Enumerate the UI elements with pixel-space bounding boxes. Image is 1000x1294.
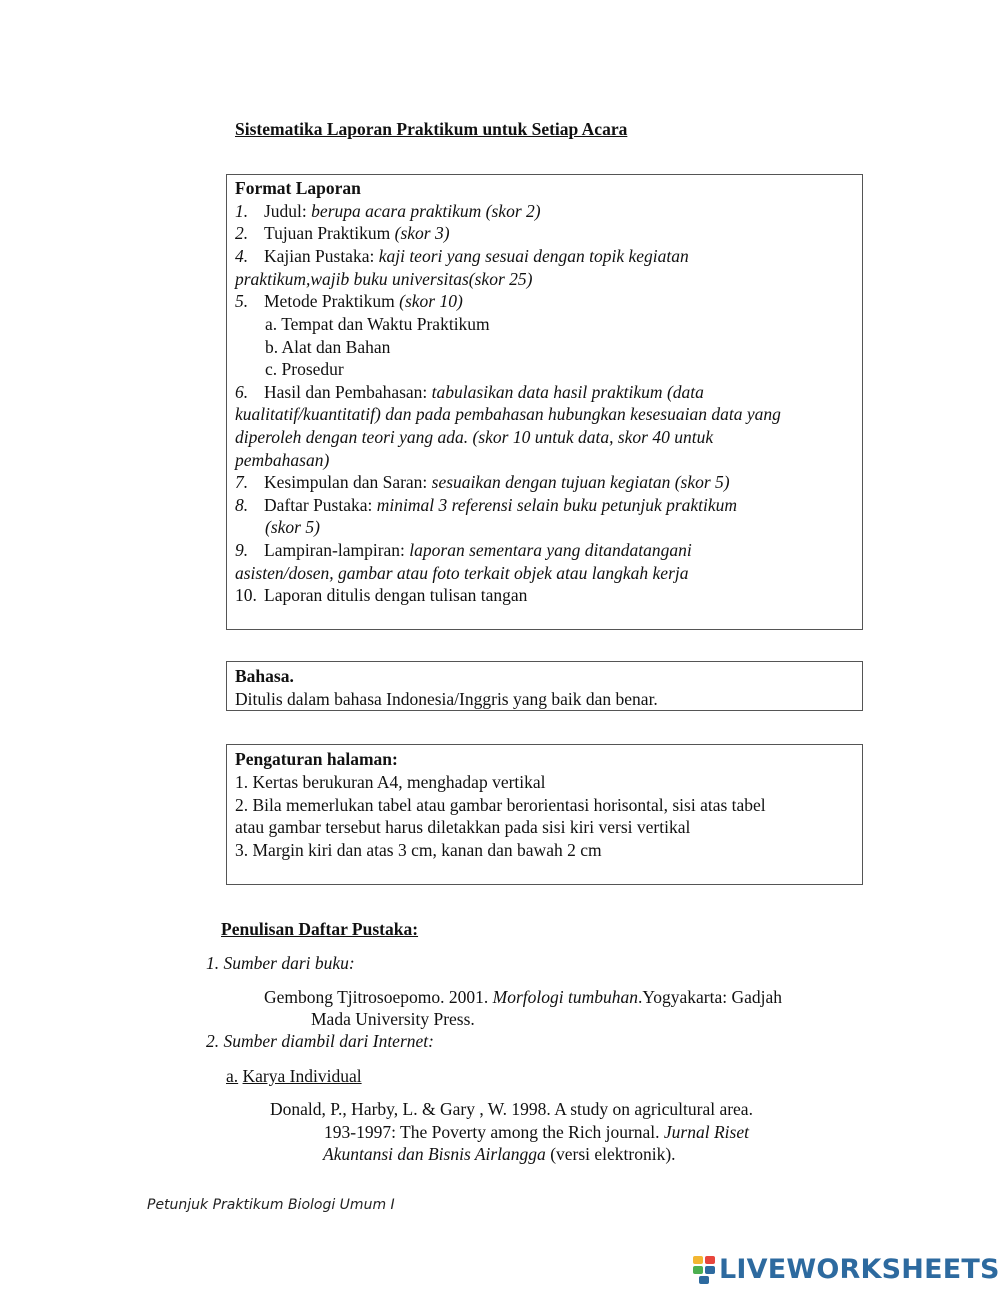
item-number: 6. [235,382,249,402]
item-detail: tabulasikan data hasil praktikum (data [431,382,704,402]
book-reference-cont: Mada University Press. [311,1009,475,1029]
format-item-6-cont: kualitatif/kuantitatif) dan pada pembahasan hubungkan kesesuaian data yang [235,404,781,424]
logo-square-blue [705,1266,715,1274]
web-ref-journal-title-cont: Akuntansi dan Bisnis Airlangga [323,1144,546,1164]
item-label: Daftar Pustaka: [264,495,377,515]
logo-square-base [699,1276,709,1284]
format-item-5 [235,290,463,312]
source-book-label: 1. Sumber dari buku: [206,953,355,973]
logo-square-red [705,1256,715,1264]
book-ref-publisher: .Yogyakarta: Gadjah [637,987,783,1007]
format-item-9 [235,539,692,561]
web-reference-line-3 [323,1143,676,1165]
format-item-6-cont3: pembahasan) [235,450,330,470]
method-sub-a: a. Tempat dan Waktu Praktikum [265,314,490,334]
bahasa-heading: Bahasa. [235,666,294,686]
item-detail: berupa acara praktikum (skor 2) [311,201,541,221]
web-ref-version: (versi elektronik). [545,1144,676,1164]
item-number: 2. [235,223,249,243]
format-heading: Format Laporan [235,178,361,198]
pengaturan-line-1: 1. Kertas berukuran A4, menghadap vertikal [235,772,546,792]
web-ref-journal-title: Jurnal Riset [663,1122,749,1142]
format-item-6-cont2: diperoleh dengan teori yang ada. (skor 10 untuk data, skor 40 untuk [235,427,714,447]
logo-square-green [693,1266,703,1274]
sub-a-heading [226,1065,362,1087]
item-detail: kaji teori yang sesuai dengan topik kegiatan [378,246,689,266]
format-item-1 [235,200,541,222]
item-detail: minimal 3 referensi selain buku petunjuk praktikum [376,495,738,515]
format-item-8-cont: (skor 5) [265,517,320,537]
item-label: Kesimpulan dan Saran: [264,472,432,492]
pengaturan-line-3: atau gambar tersebut harus diletakkan pada sisi kiri versi vertikal [235,817,691,837]
item-number: 9. [235,540,249,560]
item-label: Judul: [264,201,312,221]
format-item-10 [235,584,527,606]
book-reference [264,986,782,1008]
item-number: 10. [235,585,257,605]
book-ref-author: Gembong Tjitrosoepomo. 2001. [264,987,493,1007]
book-ref-title: Morfologi tumbuhan [492,987,638,1007]
page-title: Sistematika Laporan Praktikum untuk Setiap Acara [235,119,628,139]
bahasa-text: Ditulis dalam bahasa Indonesia/Inggris yang baik dan benar. [235,689,658,709]
method-sub-b: b. Alat dan Bahan [265,337,391,357]
item-number: 8. [235,495,249,515]
source-internet-label: 2. Sumber diambil dari Internet: [206,1031,434,1051]
web-reference-line-1: Donald, P., Harby, L. & Gary , W. 1998. A study on agricultural area. [270,1099,753,1119]
item-label: Metode Praktikum [264,291,400,311]
item-detail: sesuaikan dengan tujuan kegiatan (skor 5) [431,472,730,492]
logo-square-yellow [693,1256,703,1264]
item-label: Hasil dan Pembahasan: [264,382,432,402]
liveworksheets-logo-icon [693,1256,717,1284]
item-detail: (skor 3) [394,223,450,243]
format-item-2 [235,222,450,244]
item-number: 5. [235,291,249,311]
item-label: Tujuan Praktikum [264,223,395,243]
item-label: Lampiran-lampiran: [264,540,410,560]
item-number: 1. [235,201,249,221]
pengaturan-heading: Pengaturan halaman: [235,749,398,769]
format-item-8 [235,494,737,516]
web-ref-journal: 193-1997: The Poverty among the Rich journal. [324,1122,664,1142]
item-label: Laporan ditulis dengan tulisan tangan [264,585,528,605]
item-detail: laporan sementara yang ditandatangani [409,540,692,560]
liveworksheets-logo[interactable]: LIVEWORKSHEETS [719,1254,1000,1285]
web-reference-line-2 [324,1121,749,1143]
format-item-4 [235,245,689,267]
footer-text: Petunjuk Praktikum Biologi Umum I [147,1197,395,1213]
format-item-4-cont: praktikum,wajib buku universitas(skor 25) [235,269,533,289]
item-number: 7. [235,472,249,492]
format-item-6 [235,381,704,403]
pengaturan-line-4: 3. Margin kiri dan atas 3 cm, kanan dan bawah 2 cm [235,840,602,860]
sub-a-label: Karya Individual [242,1066,362,1086]
format-item-7 [235,471,730,493]
sub-a-marker: a. [226,1066,239,1086]
penulisan-heading: Penulisan Daftar Pustaka: [221,919,419,939]
pengaturan-line-2: 2. Bila memerlukan tabel atau gambar berorientasi horisontal, sisi atas tabel [235,795,766,815]
item-detail: (skor 10) [399,291,463,311]
item-number: 4. [235,246,249,266]
item-label: Kajian Pustaka: [264,246,379,266]
method-sub-c: c. Prosedur [265,359,344,379]
format-item-9-cont: asisten/dosen, gambar atau foto terkait objek atau langkah kerja [235,563,689,583]
